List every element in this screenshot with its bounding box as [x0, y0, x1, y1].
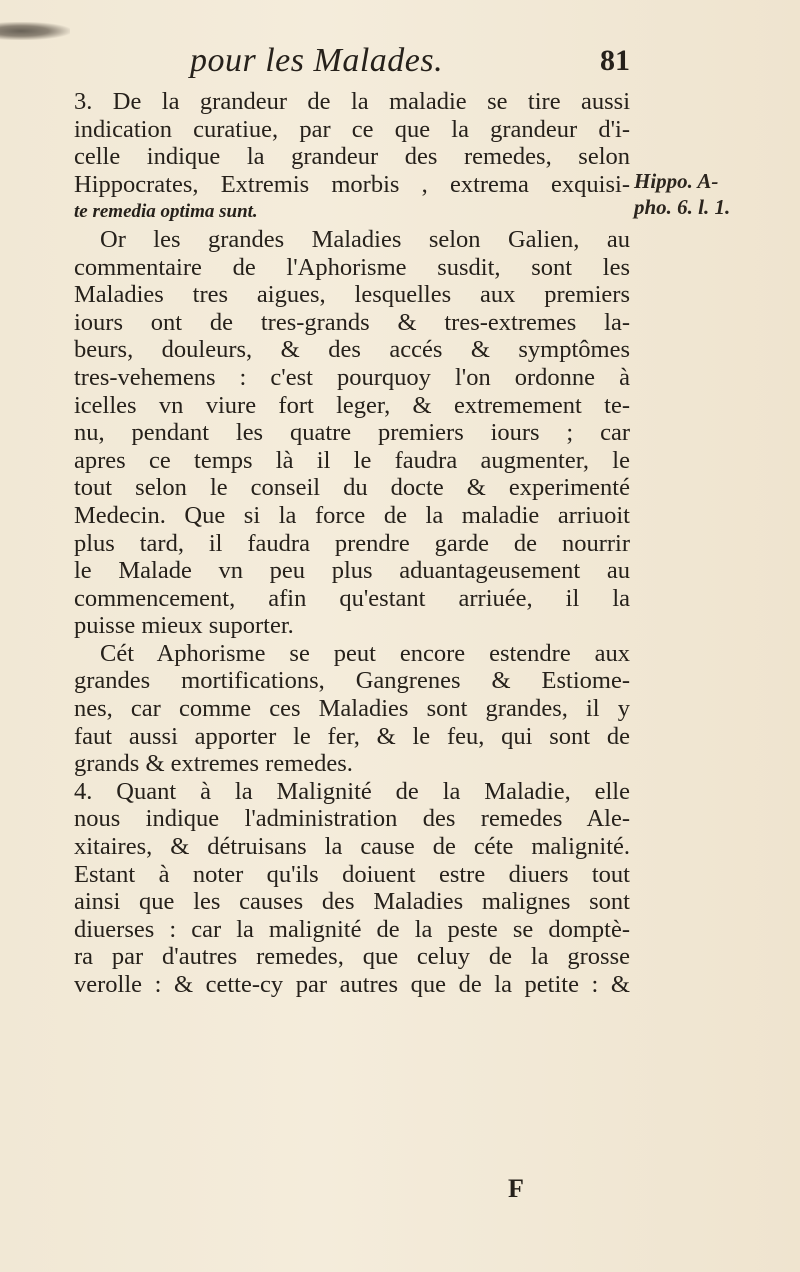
text-line: te remedia optima sunt.	[74, 201, 258, 223]
text-line: faut aussi apporter le fer, & le feu, qui sont de	[74, 722, 630, 750]
text-line: Hippocrates, Extremis morbis , extrema exquisi-	[74, 170, 630, 198]
text-line: 3. De la grandeur de la maladie se tire aussi	[74, 88, 630, 115]
text-line: beurs, douleurs, & des accés & symptômes	[74, 336, 630, 364]
text-line: Cét Aphorisme se peut encore estendre aux	[100, 639, 630, 667]
text-line: verolle : & cette-cy par autres que de la petite : &	[74, 971, 630, 998]
text-line: ainsi que les causes des Maladies malignes sont	[74, 888, 630, 916]
body-text	[74, 88, 630, 999]
margin-note-line: Hippo. A-	[634, 169, 719, 193]
text-line: le Malade vn peu plus aduantageusement au	[74, 557, 630, 585]
text-line: tres-vehemens : c'est pourquoy l'on ordonne à	[74, 363, 630, 391]
text-line: plus tard, il faudra prendre garde de nourrir	[74, 529, 630, 557]
text-line: grands & extremes remedes.	[74, 750, 353, 778]
margin-note-line: pho. 6. l. 1.	[634, 195, 731, 219]
page-header	[190, 42, 630, 90]
text-line: grandes mortifications, Gangrenes & Estiome-	[74, 667, 630, 695]
signature-mark: F	[508, 1174, 524, 1203]
text-line: xitaires, & détruisans la cause de céte malignité.	[74, 833, 630, 861]
text-line: Or les grandes Maladies selon Galien, au	[100, 225, 630, 253]
text-line: indication curatiue, par ce que la grandeur d'i-	[74, 115, 630, 143]
text-line: icelles vn viure fort leger, & extremement te-	[74, 391, 630, 419]
text-line: iours ont de tres-grands & tres-extremes la-	[74, 308, 630, 336]
ink-blot	[0, 22, 70, 40]
text-line: Estant à noter qu'ils doiuent estre diuers tout	[74, 860, 630, 888]
page-number: 81	[600, 44, 630, 77]
paragraph	[74, 226, 630, 640]
paragraph	[74, 778, 630, 999]
margin-note	[634, 168, 794, 220]
text-line: celle indique la grandeur des remedes, selon	[74, 143, 630, 171]
paragraph	[74, 640, 630, 778]
text-line: commentaire de l'Aphorisme susdit, sont les	[74, 253, 630, 281]
text-line: 4. Quant à la Malignité de la Maladie, elle	[74, 777, 630, 805]
text-line: tout selon le conseil du docte & experimenté	[74, 474, 630, 502]
text-line: nes, car comme ces Maladies sont grandes, il y	[74, 695, 630, 723]
paragraph	[74, 88, 630, 226]
text-line: puisse mieux suporter.	[74, 612, 294, 640]
text-line: nous indique l'administration des remedes Ale-	[74, 805, 630, 833]
text-line: commencement, afin qu'estant arriuée, il la	[74, 584, 630, 612]
text-line: nu, pendant les quatre premiers iours ; car	[74, 419, 630, 447]
text-line: Maladies tres aigues, lesquelles aux premiers	[74, 281, 630, 309]
text-line: apres ce temps là il le faudra augmenter, le	[74, 446, 630, 474]
text-line: diuerses : car la malignité de la peste se domptè-	[74, 915, 630, 943]
running-title: pour les Malades.	[190, 42, 444, 79]
text-line: ra par d'autres remedes, que celuy de la grosse	[74, 943, 630, 971]
text-line: Medecin. Que si la force de la maladie arriuoit	[74, 501, 630, 529]
